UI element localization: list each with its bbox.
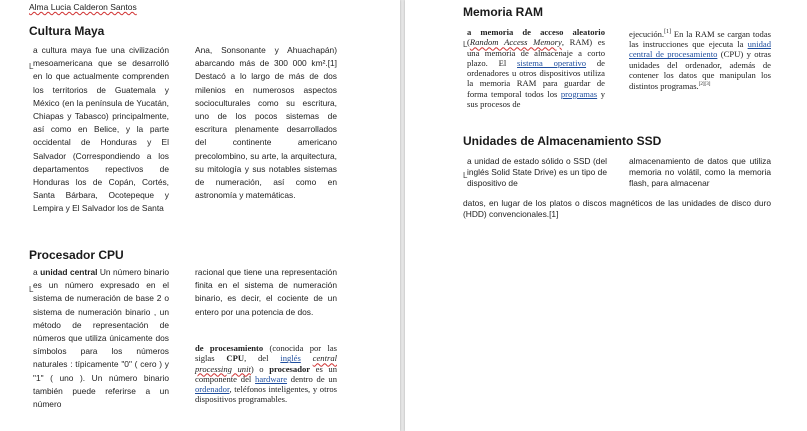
procesador-column-2-top: racional que tiene una representación finita en el sistema de numeración binario, es decir, el cociente de un entero por una potencia de dos. [195,267,337,317]
link-ingles[interactable]: inglés [280,353,301,364]
link-unidad-central[interactable]: unidad central de procesamiento [629,39,771,60]
document-page-left [0,0,400,431]
heading-ssd: Unidades de Almacenamiento SSD [463,134,662,148]
procesador-column-1: a unidad central Un número binario es un número expresado en el sistema de numeración de base 2 o sistema de numeración binario , un método de representación de números que utiliza únicamente dos símbolos para los números naturales : típicamente "0" ( cero ) y "1" ( uno ). Un número binario también puede referirse a un número [33,267,169,410]
ssd-column-2: almacenamiento de datos que utiliza memoria no volátil, como la memoria flash, para almacenar [629,156,771,189]
ssd-column-1: a unidad de estado sólido o SSD (del inglés Solid State Drive) es un tipo de dispositivo de [467,156,607,189]
dropcap-marker: L [463,171,468,180]
link-programas[interactable]: programas [560,88,598,99]
link-ordenador[interactable]: ordenador [195,384,230,395]
link-hardware[interactable]: hardware [255,373,288,384]
dropcap-marker: L [29,285,34,294]
heading-procesador-cpu: Procesador CPU [29,248,124,262]
heading-memoria-ram: Memoria RAM [463,5,544,19]
cultura-column-1: a cultura maya fue una civilización mesoamericana que se desarrolló en lo que actualmente comprenden los territorios de Guatemala y México (en la península de Yucatán, Chiapas y Tabasco) principalmente, así como en Belice, y la parte occidental de Honduras y El Salvador (Correspondiendo a los departamentos repectivos de Honduras los de Copán, Cortés, Santa Bárbara, Ocotepeque y Lempira y El Salvador los de Santa [33,45,169,214]
ram-column-2: ejecución.[1] En la RAM se cargan todas las instrucciones que ejecuta la unidad central de procesamiento (CPU) y otras unidades del ordenador, además de contener los datos que manipulan los distintos programas.[2][3] [629,28,772,92]
link-sistema-operativo[interactable]: sistema operativo [517,57,587,68]
heading-cultura-maya: Cultura Maya [29,24,105,38]
procesador-column-2-bottom: de procesamiento (conocida por las siglas CPU, del inglés central processing unit) o procesador es un componente del hardware dentro de un ordenador, teléfonos inteligentes, y otros dispositivos programables. [195,343,337,405]
document-page-right [405,0,807,431]
ram-column-1: a memoria de acceso aleatorio (Random Access Memory, RAM) es una memoria de almacenaje a corto plazo. El sistema operativo de ordenadores u otros dispositivos utiliza la memoria RAM para guardar de forma temporal todos los programas y sus procesos de [467,27,605,110]
ssd-full-width-paragraph: datos, en lugar de los platos o discos magnéticos de las unidades de disco duro (HDD) convencionales.[1] [463,198,771,220]
cultura-column-2: Ana, Sonsonante y Ahuachapán) abarcando más de 300 000 km².[1] Destacó a lo largo de más de dos milenios en numerosos aspectos socioculturales como su escritura, uno de los pocos sistemas de escritura plenamente desarrollados del continente americano precolombino, su arte, la arquitectura, su mitología y sus notables sistemas de numeración, así como en astronomía y matemáticas. [195,45,337,201]
dropcap-marker: L [463,40,468,49]
author-name: Alma Lucia Calderon Santos [29,2,137,12]
dropcap-marker: L [29,62,34,71]
